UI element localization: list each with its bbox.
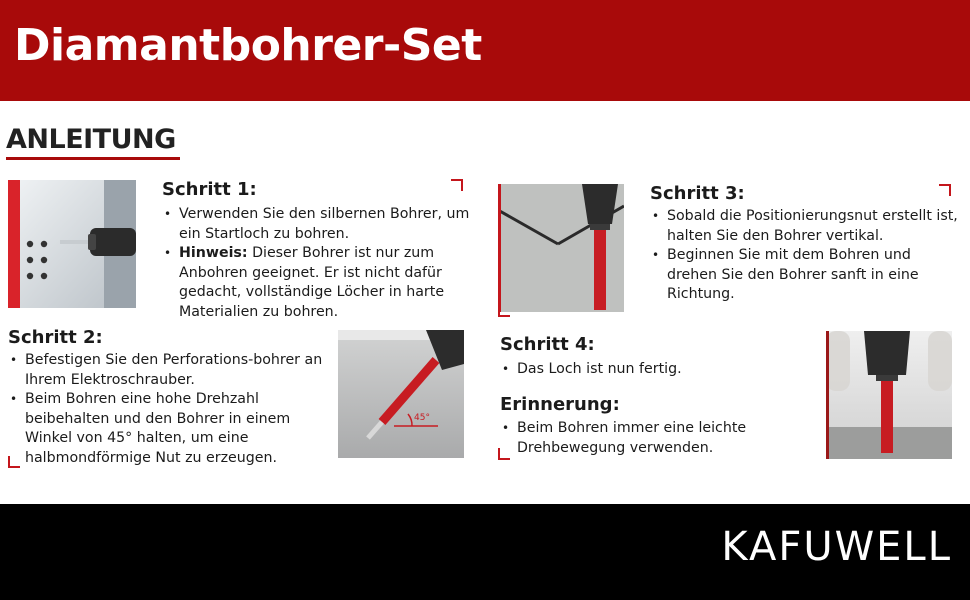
list-item bbox=[8, 390, 328, 468]
page-title: Diamantbohrer-Set bbox=[14, 20, 482, 71]
step4-photo bbox=[826, 331, 952, 459]
step2-list bbox=[8, 351, 328, 468]
header-banner bbox=[0, 0, 970, 101]
step1-illustration bbox=[8, 180, 136, 308]
step1-title: Schritt 1: bbox=[162, 179, 257, 200]
hint-label: Hinweis: bbox=[179, 245, 248, 261]
list-item bbox=[500, 419, 780, 458]
step2-photo bbox=[338, 330, 464, 458]
list-item-text: Beim Bohren eine hohe Drehzahl beibehalten und den Bohrer in einem Winkel von 45° halten, um eine halbmondförmige Nut zu erzeugen. bbox=[25, 391, 291, 466]
step3-title: Schritt 3: bbox=[650, 183, 745, 204]
section-underline bbox=[6, 157, 180, 160]
corner-mark bbox=[8, 456, 20, 468]
section-title: ANLEITUNG bbox=[6, 124, 176, 155]
corner-mark bbox=[498, 305, 510, 317]
reminder-title: Erinnerung: bbox=[500, 394, 620, 415]
list-item bbox=[500, 360, 810, 380]
step4-list bbox=[500, 360, 810, 380]
list-item bbox=[162, 205, 472, 244]
step2-title: Schritt 2: bbox=[8, 327, 103, 348]
list-item bbox=[8, 351, 328, 390]
step3-photo bbox=[498, 184, 624, 312]
step4-title: Schritt 4: bbox=[500, 334, 595, 355]
list-item-text: Dieser Bohrer ist nur zum Anbohren geeignet. Er ist nicht dafür gedacht, vollständige Löcher in harte Materialien zu bohren. bbox=[179, 245, 445, 320]
corner-mark bbox=[939, 184, 951, 196]
step4-illustration bbox=[826, 331, 952, 459]
list-item bbox=[650, 207, 960, 246]
step2-illustration bbox=[338, 330, 464, 458]
reminder-list bbox=[500, 419, 780, 458]
step3-illustration bbox=[498, 184, 624, 312]
step1-photo bbox=[8, 180, 136, 308]
step1-list bbox=[162, 205, 472, 322]
list-item-text: Befestigen Sie den Perforations-bohrer an Ihrem Elektroschrauber. bbox=[25, 352, 323, 388]
list-item bbox=[162, 244, 472, 322]
step3-list bbox=[650, 207, 960, 305]
corner-mark bbox=[498, 448, 510, 460]
list-item-text: Beginnen Sie mit dem Bohren und drehen Sie den Bohrer sanft in eine Richtung. bbox=[667, 247, 919, 302]
list-item bbox=[650, 246, 960, 305]
list-item-text: Verwenden Sie den silbernen Bohrer, um ein Startloch zu bohren. bbox=[179, 206, 470, 242]
list-item-text: Das Loch ist nun fertig. bbox=[517, 361, 682, 377]
brand-logo: KAFUWELL bbox=[721, 524, 952, 570]
corner-mark bbox=[451, 179, 463, 191]
list-item-text: Sobald die Positionierungsnut erstellt ist, halten Sie den Bohrer vertikal. bbox=[667, 208, 958, 244]
list-item-text: Beim Bohren immer eine leichte Drehbewegung verwenden. bbox=[517, 420, 747, 456]
angle-label: 45° bbox=[414, 413, 430, 423]
